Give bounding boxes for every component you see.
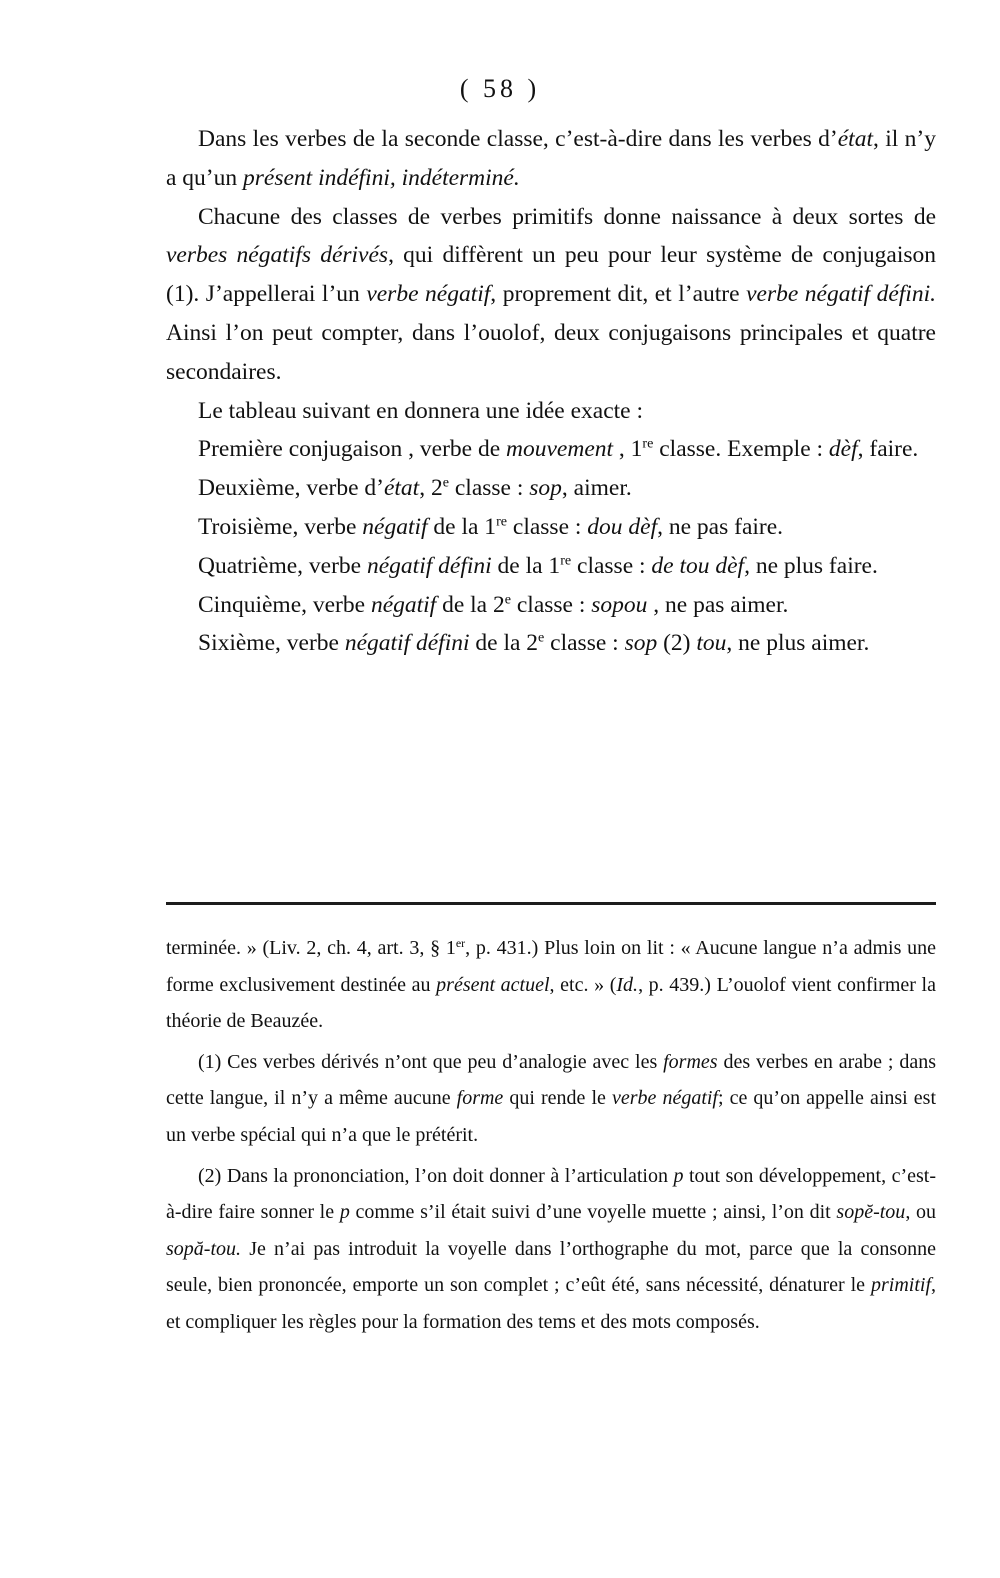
text-run: , proprement dit, et l’autre xyxy=(490,281,747,308)
italic-term: négatif défini xyxy=(344,630,470,657)
italic-term: verbe négatif xyxy=(366,281,491,308)
italic-term: verbe négatif xyxy=(611,1087,718,1110)
text-run: classe : xyxy=(448,475,530,502)
italic-term: primitif xyxy=(870,1274,931,1297)
text-run: terminée. » (Liv. 2, ch. 4, art. 3, § 1 xyxy=(166,937,456,959)
text-run: Troisième, verbe xyxy=(198,513,363,540)
text-run: , qui diffèrent un peu pour leur système de conjugaison (1). J’appellerai l’un xyxy=(166,242,937,308)
text-run: ; ce qu’on appelle ainsi est un verbe spécial qui n’a que le prétérit. xyxy=(166,1087,937,1146)
conjugation-sixth xyxy=(166,624,936,663)
page-number: ( 58 ) xyxy=(459,74,541,103)
conjugation-third xyxy=(166,508,936,547)
ordinal-superscript: re xyxy=(642,435,654,452)
italic-term: négatif défini xyxy=(367,552,492,579)
text-run: Chacune des classes de verbes primitifs donne naissance à deux sortes de xyxy=(198,203,936,230)
text-run: , ou xyxy=(905,1201,937,1224)
text-run: Je n’ai pas introduit la voyelle dans l’orthographe du mot, parce que la consonne seule, bien prononcée, emporte un son complet ; c’eût été, sans nécessité, dénaturer le xyxy=(166,1237,936,1297)
text-run: , faire. xyxy=(857,436,919,463)
text-run: de la 1 xyxy=(491,552,561,579)
text-run: classe : xyxy=(571,552,652,579)
footnote-continuation xyxy=(166,930,936,1040)
text-run: comme s’il était suivi d’une voyelle muette ; ainsi, l’on dit xyxy=(349,1201,837,1224)
text-run: , p. 439.) L’ouolof vient confirmer la théorie de Beauzée. xyxy=(166,973,936,1033)
text-run: classe : xyxy=(507,513,588,540)
text-run: , aimer. xyxy=(561,475,632,502)
text-run: tout son développement, c’est-à-dire faire sonner le xyxy=(166,1164,936,1224)
text-run: , ne plus aimer. xyxy=(726,630,870,657)
text-run: , p. 431.) Plus loin on lit : « Aucune langue n’a admis une forme exclusivement destinée au xyxy=(166,937,936,996)
text-run: (2) xyxy=(657,630,697,657)
text-run: Première conjugaison , verbe de xyxy=(198,436,507,463)
italic-term: sop xyxy=(529,475,562,502)
italic-term: sopĕ-tou xyxy=(836,1201,906,1224)
italic-term: sop xyxy=(624,630,658,657)
conjugation-second xyxy=(166,469,936,508)
text-run: (2) Dans la prononciation, l’on doit donner à l’articulation xyxy=(198,1164,674,1187)
text-run: Ainsi l’on peut compter, dans l’ouolof, deux conjugaisons principales et quatre secondaires. xyxy=(166,319,936,385)
paragraph-classes-derivees xyxy=(166,198,936,392)
italic-term: formes xyxy=(663,1050,718,1073)
text-run: de la 1 xyxy=(427,513,497,540)
text-run: qui rende le xyxy=(503,1087,612,1110)
text-run: classe : xyxy=(544,630,625,657)
italic-term: p xyxy=(339,1201,350,1224)
italic-term: sopă-tou. xyxy=(166,1237,241,1260)
paragraph-tableau-intro: Le tableau suivant en donnera une idée exacte : xyxy=(198,397,643,424)
ordinal-superscript: re xyxy=(496,513,508,530)
italic-term: présent actuel xyxy=(436,973,550,996)
italic-term: état xyxy=(837,126,873,152)
text-run: ne plus faire. xyxy=(749,552,878,579)
text-run: classe : xyxy=(511,591,592,618)
italic-term: présent indéfini, indéterminé. xyxy=(243,164,520,191)
italic-term: verbe négatif défini. xyxy=(746,281,936,308)
ordinal-superscript: er xyxy=(455,935,466,950)
italic-term: verbes négatifs dérivés xyxy=(166,242,389,269)
conjugation-first xyxy=(166,430,936,469)
text-run: Quatrième, verbe xyxy=(198,552,367,579)
text-run: de la 2 xyxy=(469,630,539,657)
text-run: (1) Ces verbes dérivés n’ont que peu d’analogie avec les xyxy=(198,1050,664,1073)
text-run: , etc. » ( xyxy=(549,973,617,996)
ordinal-superscript: e xyxy=(538,629,545,646)
text-run: de la 2 xyxy=(436,591,505,618)
ordinal-superscript: re xyxy=(560,552,572,569)
main-text xyxy=(166,120,936,663)
italic-term: sopou xyxy=(591,591,648,618)
footnote-1 xyxy=(166,1044,936,1154)
italic-term: Id. xyxy=(616,973,639,996)
italic-term: de tou dèf, xyxy=(651,552,750,579)
italic-term: forme xyxy=(456,1087,504,1110)
text-run: classe. Exemple : xyxy=(653,436,829,463)
text-run: , ne pas aimer. xyxy=(647,591,789,618)
italic-term: tou xyxy=(696,630,727,657)
text-run: des verbes en arabe ; dans cette langue, il n’y a même aucune xyxy=(166,1050,936,1110)
text-run: , 1 xyxy=(613,436,643,463)
text-run: , 2 xyxy=(419,475,443,502)
text-run: Deuxième, verbe d’ xyxy=(198,475,384,502)
italic-term: négatif xyxy=(362,513,428,540)
text-run: , et compliquer les règles pour la formation des tems et des mots composés. xyxy=(166,1274,936,1333)
conjugation-fourth xyxy=(166,547,936,586)
ordinal-superscript: e xyxy=(442,474,449,491)
text-run: , il n’y a qu’un xyxy=(166,126,936,191)
italic-term: dèf xyxy=(828,436,858,463)
text-run: Sixième, verbe xyxy=(198,630,345,657)
text-run: , ne pas faire. xyxy=(657,513,784,540)
footnote-divider xyxy=(166,902,936,905)
italic-term: état xyxy=(383,475,420,502)
paragraph-verbes-etat xyxy=(166,120,936,198)
italic-term: dou dèf xyxy=(587,513,658,540)
text-run: Cinquième, verbe xyxy=(198,591,371,618)
text-run: Dans les verbes de la seconde classe, c’est-à-dire dans les verbes d’ xyxy=(198,126,838,152)
ordinal-superscript: e xyxy=(504,591,511,608)
italic-term: mouvement xyxy=(506,436,614,463)
footnote-2 xyxy=(166,1158,936,1341)
footnotes xyxy=(166,930,936,1341)
conjugation-fifth xyxy=(166,586,936,625)
italic-term: négatif xyxy=(370,591,437,618)
italic-term: p xyxy=(673,1164,684,1187)
